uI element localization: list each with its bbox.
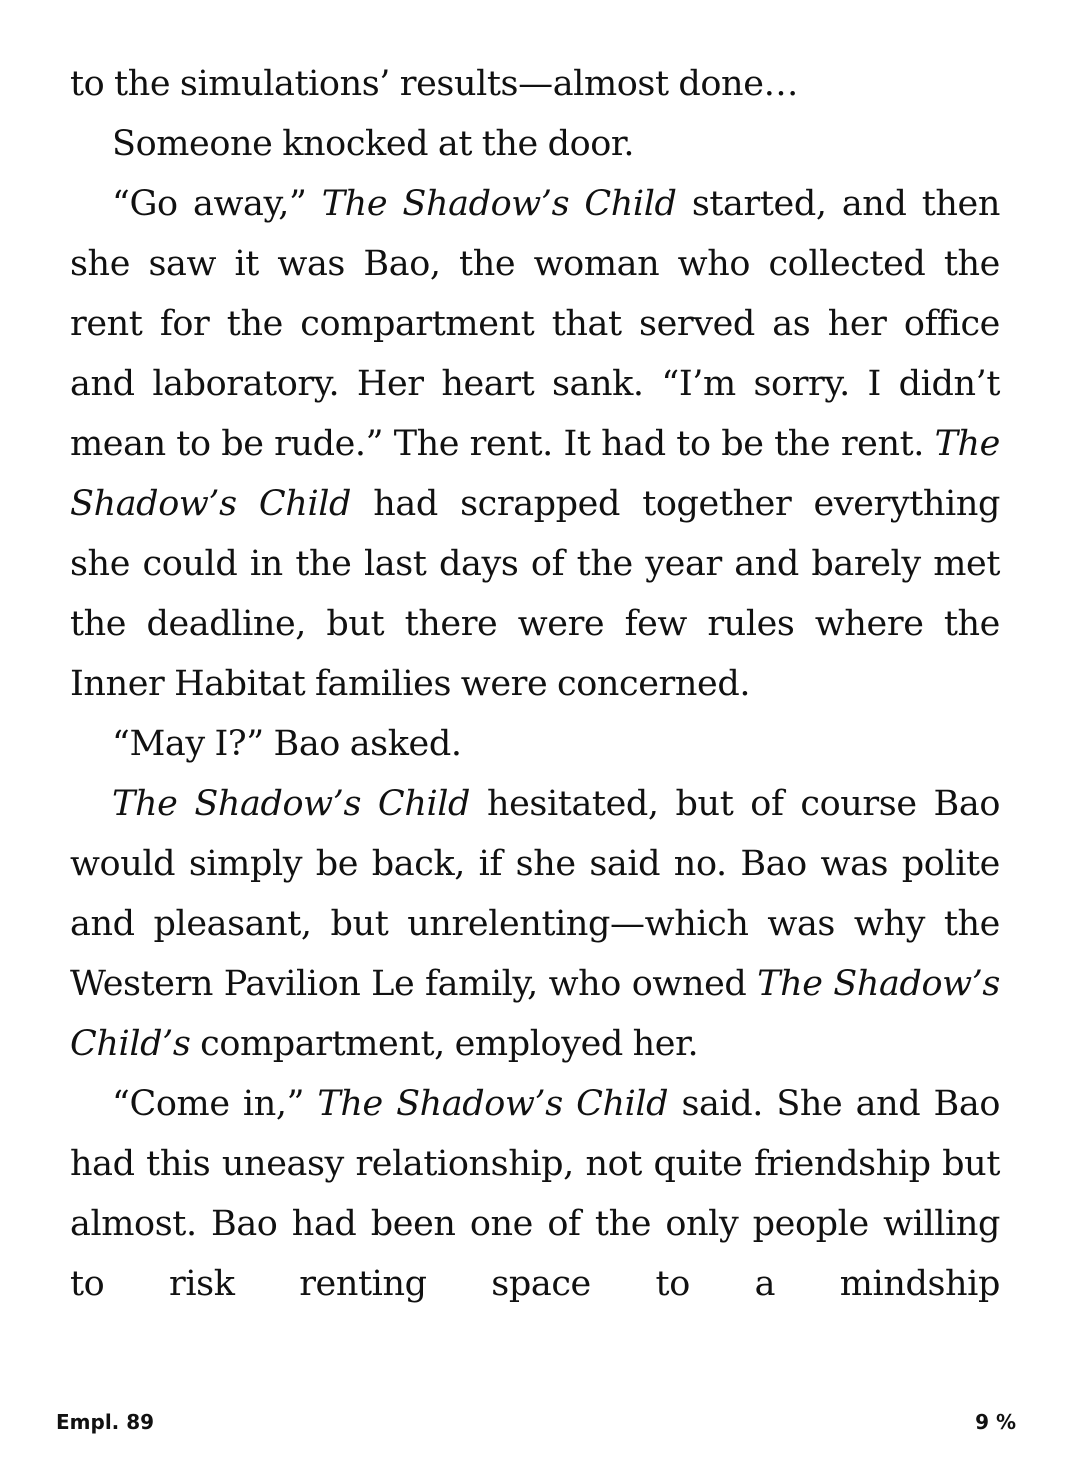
paragraph-3-text-1: “Go away,” [112,184,322,224]
progress-percentage: 9 % [975,1410,1016,1434]
reading-page [70,54,1000,1314]
paragraph-1-text: to the simulations’ results—almost done… [70,64,799,104]
paragraph-6 [70,1074,1000,1314]
book-title-italic: The Shadow’s Child [321,184,677,224]
book-title-italic: The Shadow’s Child [112,784,471,824]
book-title-italic: The Shadow’s Child [317,1084,669,1124]
paragraph-2 [70,114,1000,174]
paragraph-5-text-1: hesitated, but of course Bao would simply be back, if she said no. Bao was polite and pleasant, but unrelenting—which was why the Western Pavilion Le family, who owned [70,784,1001,1004]
paragraph-5-text-2: compartment, employed her. [190,1024,699,1064]
book-title-possessive-italic: The Shadow’s Child’s [70,964,1000,1064]
paragraph-2-text: Someone knocked at the door. [112,124,635,164]
paragraph-3 [70,174,1000,714]
paragraph-6-text-1: “Come in,” [112,1084,318,1124]
paragraph-3-text-2: started, and then she saw it was Bao, the woman who collected the rent for the compartment that served as her office and laboratory. Her heart sank. “I’m sorry. I didn’t mean to be rude.” The rent. It had to be the rent. [70,184,1000,464]
paragraph-1 [70,54,1000,114]
paragraph-4-text: “May I?” Bao asked. [112,724,462,764]
paragraph-5 [70,774,1000,1074]
reader-footer [56,1410,1016,1462]
paragraph-6-text-2: said. She and Bao had this uneasy relationship, not quite friendship but almost. Bao had been one of the only people willing to risk renting space to a mindship [70,1084,1000,1304]
paragraph-3-text-3: had scrapped together everything she could in the last days of the year and barely met the deadline, but there were few rules where the Inner Habitat families were concerned. [70,484,1000,704]
book-title-italic: The Shadow’s Child [70,424,1000,524]
location-indicator: Empl. 89 [56,1410,155,1434]
paragraph-4 [70,714,1000,774]
